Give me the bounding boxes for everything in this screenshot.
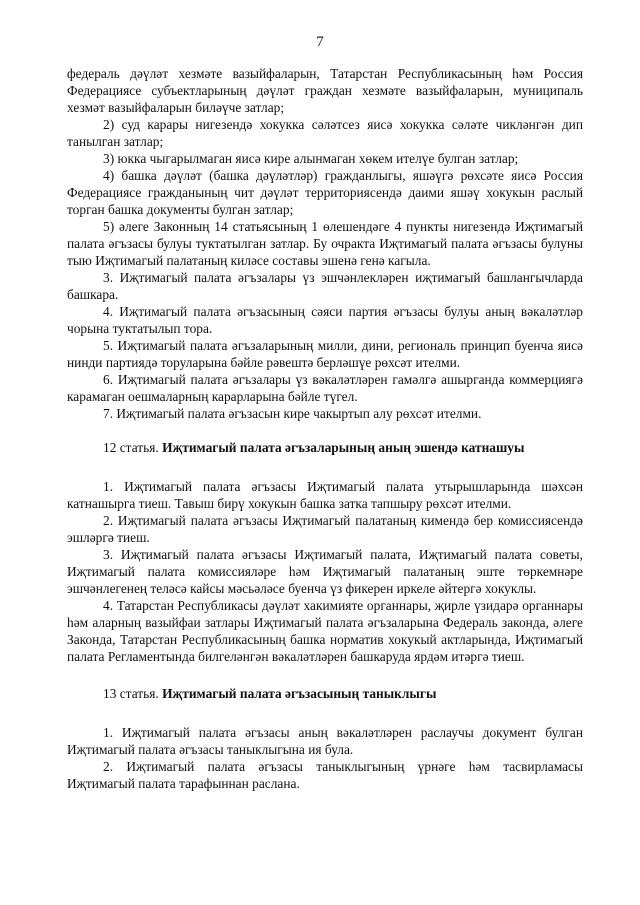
clause: 5. Иҗтимагый палата әгъзаларының милли, дини, региональ принцип буенча яисә нинди партиядә торуларына бәйле рәвештә берләшүе рөхсәт ителми. [67, 338, 583, 370]
clause: 3. Иҗтимагый палата әгъзалары үз эшчәнлекләрен иҗтимагый башлангычларда башкара. [67, 270, 583, 302]
article-number: 12 статья. [103, 440, 159, 455]
article-12-heading [67, 439, 583, 456]
list-item: 5) әлеге Законның 14 статьясының 1 өлешендәге 4 пункты нигезендә Иҗтимагый палата әгъзасы булуы туктатылган затлар. Бу очракта Иҗтимагый палата әгъзасы булуны тыю Иҗтимагый палатаның киләсе составы эшенә генә кагыла. [67, 219, 583, 268]
article-title: Иҗтимагый палата әгъзасының таныклыгы [162, 686, 437, 701]
article-13-heading [67, 685, 583, 702]
clause: 1. Иҗтимагый палата әгъзасы аның вәкаләтләрен раслаучы документ булган Иҗтимагый палата әгъзасы таныклыгына ия була. [67, 725, 583, 757]
clause: 6. Иҗтимагый палата әгъзалары үз вәкаләтләрен гамәлгә ашырганда коммерциягә карамаган оешмаларның карарларына бәйле түгел. [67, 372, 583, 404]
clause: 4. Татарстан Республикасы дәүләт хакимияте органнары, җирле үзидарә органнары һәм аларның вазыйфаи затлары Иҗтимагый палата әгъзаларына Федераль законда, әлеге Законда, Татарстан Республикасының башка норматив хокукый актларында, Иҗтимагый палата Регламентында билгеләнгән вәкаләтләрен башкаруда ярдәм итәргә тиеш. [67, 598, 583, 664]
list-item: 3) юкка чыгарылмаган яисә кире алынмаган хөкем ителүе булган затлар; [103, 151, 519, 166]
clause: 7. Иҗтимагый палата әгъзасын кире чакыртып алу рөхсәт ителми. [103, 406, 482, 421]
list-item: 4) башка дәүләт (башка дәүләтләр) гражданлыгы, яшәүгә рөхсәте яисә Россия Федерациясе гражданының чит дәүләт территориясендә даими яшәү хокукын раслый торган башка документы булган затлар; [67, 168, 583, 217]
clause: 2. Иҗтимагый палата әгъзасы Иҗтимагый палатаның кимендә бер комиссиясендә эшләргә тиеш. [67, 513, 583, 545]
paragraph-continuation: федераль дәүләт хезмәте вазыйфаларын, Татарстан Республикасының һәм Россия Федерациясе субъектларының дәүләт граждан хезмәте вазыйфаларын, муниципаль хезмәт вазыйфаларын биләүче затлар; [67, 66, 583, 115]
document-body [67, 65, 583, 792]
clause: 3. Иҗтимагый палата әгъзасы Иҗтимагый палата, Иҗтимагый палата советы, Иҗтимагый палата комиссияләре һәм Иҗтимагый палатаның эште төркемнәре эшчәнлегенең теләсә кайсы мәсьәләсе буенча үз фикерен иркеле әйтергә хокуклы. [67, 547, 583, 596]
article-number: 13 статья. [103, 686, 159, 701]
clause: 4. Иҗтимагый палата әгъзасының сәяси партия әгъзасы булуы аның вәкаләтләр чорына туктатылып тора. [67, 304, 583, 336]
page-number: 7 [316, 34, 324, 50]
article-title: Иҗтимагый палата әгъзаларының аның эшендә катнашуы [162, 440, 525, 455]
clause: 1. Иҗтимагый палата әгъзасы Иҗтимагый палата утырышларында шәхсән катнашырга тиеш. Тавыш бирү хокукын башка затка тапшыру рөхсәт ителми. [67, 479, 583, 511]
clause: 2. Иҗтимагый палата әгъзасы таныклыгының үрнәге һәм тасвирламасы Иҗтимагый палата тарафыннан раслана. [67, 759, 583, 791]
list-item: 2) суд карары нигезендә хокукка сәләтсез яисә хокукка сәләте чикләнгән дип танылган затлар; [67, 117, 583, 149]
